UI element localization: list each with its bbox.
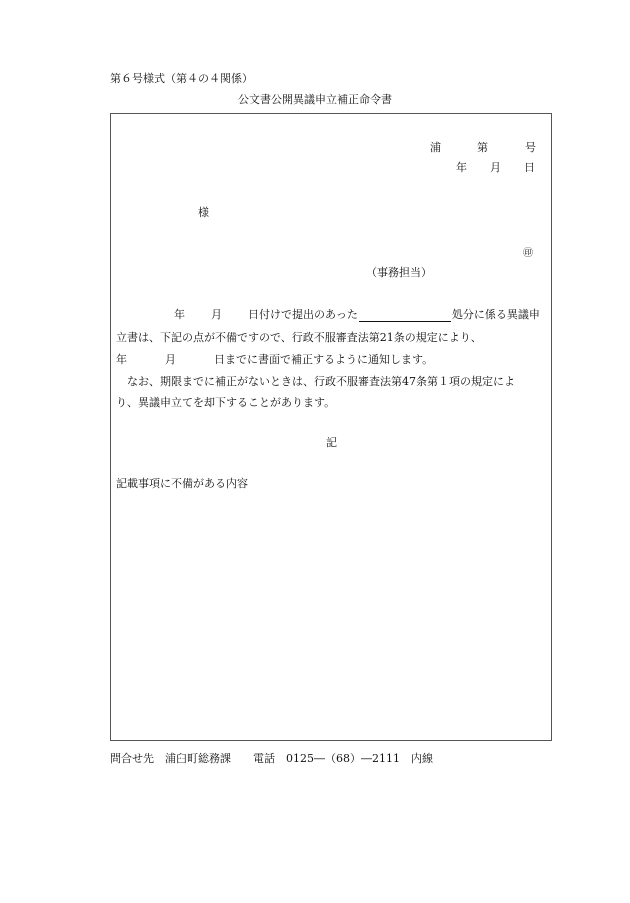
blank-underline <box>359 309 451 322</box>
seal-mark: ㊞ <box>523 248 533 259</box>
body-line3-rest: 日までに書面で補正するように通知します。 <box>214 353 434 366</box>
number-suffix: 号 <box>525 141 536 154</box>
date-year: 年 <box>456 161 467 174</box>
date-month: 月 <box>490 161 501 174</box>
document-title: 公文書公開異議申立補正命令書 <box>238 93 392 106</box>
body-line3-month: 月 <box>165 353 176 366</box>
body-line-4: なお、期限までに補正がないときは、行政不服審査法第47条第１項の規定によ <box>127 375 515 388</box>
body-line1-tail: 処分に係る異議申 <box>451 308 540 321</box>
staff-label: （事務担当） <box>366 266 432 279</box>
number-prefix: 浦 <box>430 141 441 154</box>
body-line-1 <box>174 306 540 322</box>
contact-footer: 問合せ先 浦臼町総務課 電話 0125―（68）―2111 内線 <box>110 752 433 765</box>
body-line-3 <box>116 351 433 367</box>
body-line-5: り、異議申立てを却下することがあります。 <box>116 396 336 409</box>
number-middle: 第 <box>477 141 488 154</box>
ki-heading: 記 <box>326 436 337 449</box>
form-frame <box>110 113 552 741</box>
body-line1-month: 月 <box>211 308 222 321</box>
deficiency-heading: 記載事項に不備がある内容 <box>116 477 248 490</box>
recipient-suffix: 様 <box>198 206 209 219</box>
body-line1-rest: 日付けで提出のあった <box>248 308 358 321</box>
body-line3-year: 年 <box>116 353 127 366</box>
form-number-label: 第６号様式（第４の４関係） <box>110 72 253 85</box>
body-line-2: 立書は、下記の点が不備ですので、行政不服審査法第21条の規定により、 <box>116 331 482 344</box>
date-day: 日 <box>524 161 535 174</box>
body-line1-year: 年 <box>174 308 185 321</box>
